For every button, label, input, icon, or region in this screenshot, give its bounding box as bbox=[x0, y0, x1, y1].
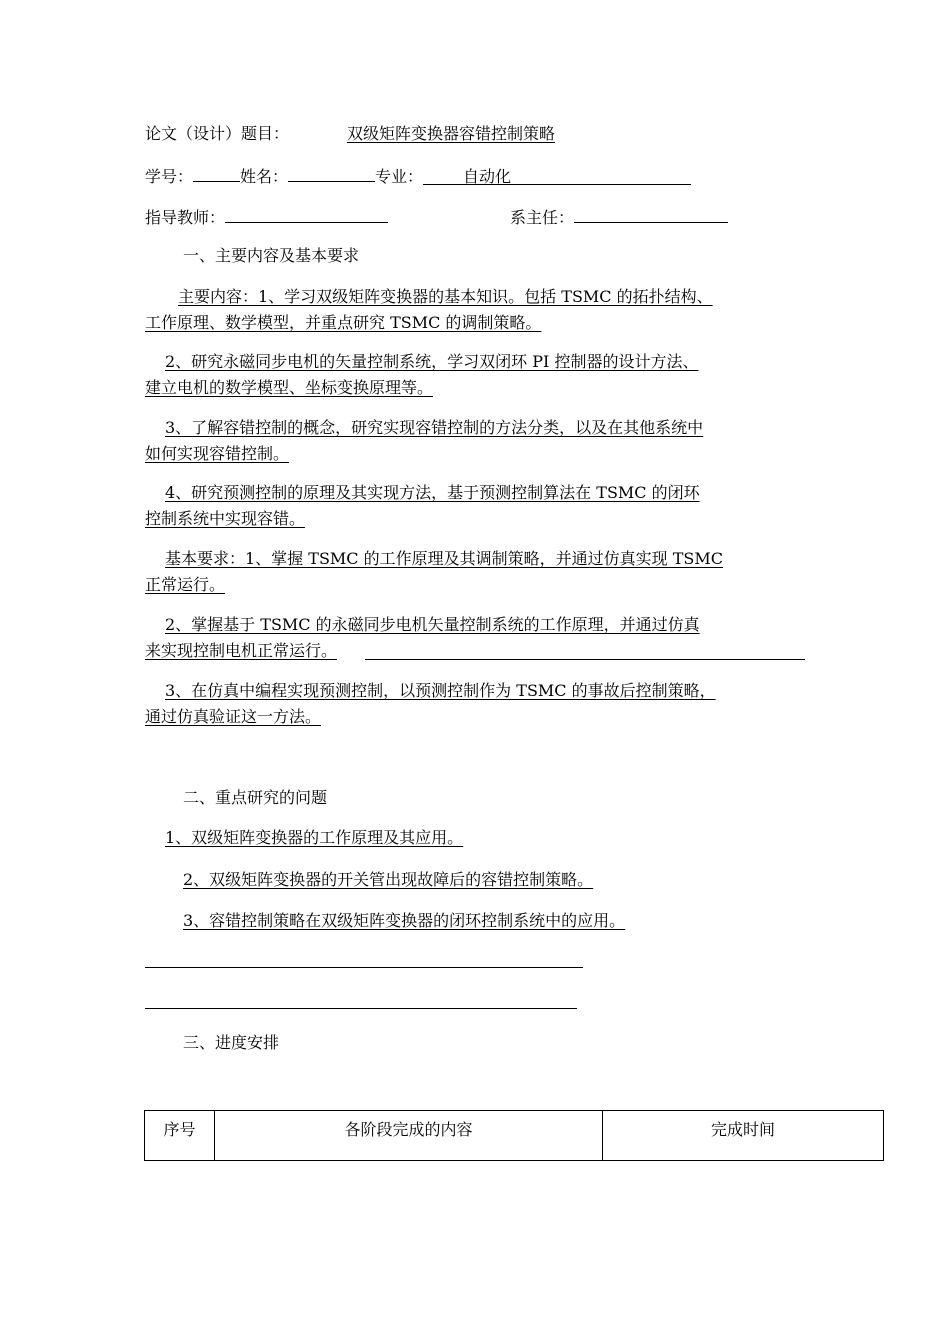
dept-head-blank bbox=[574, 204, 728, 223]
p6-line2: 来实现控制电机正常运行。 bbox=[145, 641, 338, 660]
p6-underline-extension bbox=[365, 659, 805, 660]
p2-line2: 建立电机的数学模型、坐标变换原理等。 bbox=[145, 378, 434, 397]
student-id-blank bbox=[193, 163, 240, 182]
advisor-row bbox=[145, 204, 388, 229]
name-label: 姓名： bbox=[240, 167, 289, 186]
paragraph-4 bbox=[145, 480, 807, 532]
p3-line2: 如何实现容错控制。 bbox=[145, 444, 290, 463]
key-issue-2 bbox=[145, 869, 593, 891]
key-issue-3-text: 3、容错控制策略在双级矩阵变换器的闭环控制系统中的应用。 bbox=[183, 911, 626, 930]
column-header-index: 序号 bbox=[145, 1111, 215, 1161]
schedule-table-header-row bbox=[145, 1111, 884, 1161]
paragraph-7 bbox=[145, 678, 807, 730]
thesis-title-label: 论文（设计）题目： bbox=[145, 124, 290, 143]
column-header-time: 完成时间 bbox=[603, 1111, 884, 1161]
basic-requirements-paragraph bbox=[145, 546, 807, 598]
section2-heading: 二、重点研究的问题 bbox=[183, 788, 328, 807]
blank-line-2 bbox=[145, 1008, 577, 1009]
section1-heading: 一、主要内容及基本要求 bbox=[183, 246, 360, 265]
p4-line1: 4、研究预测控制的原理及其实现方法，基于预测控制算法在 TSMC 的闭环 bbox=[165, 483, 700, 502]
name-blank bbox=[288, 163, 375, 182]
p5-line1: 基本要求：1、掌握 TSMC 的工作原理及其调制策略，并通过仿真实现 TSMC bbox=[165, 549, 723, 568]
paragraph-6 bbox=[145, 612, 807, 664]
p4-line2: 控制系统中实现容错。 bbox=[145, 509, 306, 528]
main-content-paragraph bbox=[145, 284, 807, 336]
p1-line1: 主要内容：1、学习双级矩阵变换器的基本知识。包括 TSMC 的拓扑结构、 bbox=[178, 287, 713, 306]
paragraph-3 bbox=[145, 415, 807, 467]
key-issue-1 bbox=[145, 827, 463, 849]
advisor-blank bbox=[225, 204, 388, 223]
p5-line2: 正常运行。 bbox=[145, 575, 226, 594]
major-blank bbox=[423, 166, 691, 185]
column-header-content: 各阶段完成的内容 bbox=[215, 1111, 603, 1161]
schedule-table bbox=[144, 1110, 884, 1161]
thesis-title-value: 双级矩阵变换器容错控制策略 bbox=[347, 124, 556, 143]
student-info-row bbox=[145, 163, 691, 188]
paragraph-2 bbox=[145, 349, 807, 401]
p6-line1: 2、掌握基于 TSMC 的永磁同步电机矢量控制系统的工作原理，并通过仿真 bbox=[165, 615, 700, 634]
thesis-title-row bbox=[145, 123, 555, 145]
major-label: 专业： bbox=[375, 167, 424, 186]
p2-line1: 2、研究永磁同步电机的矢量控制系统，学习双闭环 PI 控制器的设计方法、 bbox=[165, 352, 699, 371]
advisor-label: 指导教师： bbox=[145, 208, 226, 227]
p7-line2: 通过仿真验证这一方法。 bbox=[145, 707, 322, 726]
key-issue-3 bbox=[145, 910, 625, 932]
student-id-label: 学号： bbox=[145, 167, 194, 186]
key-issue-2-text: 2、双级矩阵变换器的开关管出现故障后的容错控制策略。 bbox=[183, 870, 594, 889]
p3-line1: 3、了解容错控制的概念，研究实现容错控制的方法分类，以及在其他系统中 bbox=[165, 418, 704, 437]
p1-line2: 工作原理、数学模型，并重点研究 TSMC 的调制策略。 bbox=[145, 313, 542, 332]
dept-head-label: 系主任： bbox=[510, 208, 575, 227]
p7-line1: 3、在仿真中编程实现预测控制，以预测控制作为 TSMC 的事故后控制策略， bbox=[165, 681, 716, 700]
section3-heading: 三、进度安排 bbox=[183, 1033, 280, 1052]
key-issue-1-text: 1、双级矩阵变换器的工作原理及其应用。 bbox=[165, 828, 464, 847]
blank-line-1 bbox=[145, 967, 583, 968]
dept-head-row bbox=[510, 204, 728, 229]
major-value: 自动化 bbox=[463, 167, 512, 186]
